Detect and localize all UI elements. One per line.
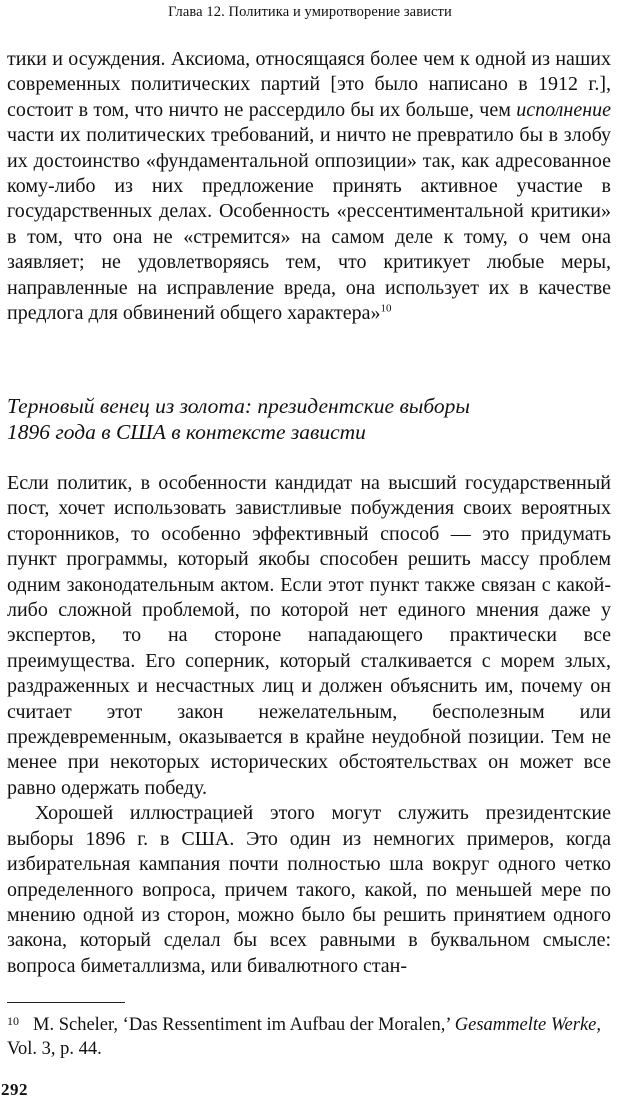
paragraph-1-text-a: тики и осуждения. Аксиома, относящаяся более чем к одной из наших современных политических партий [это было написано в 1912 г.], состоит в том, что ничто не рассердило бы их больше, чем	[7, 48, 611, 121]
section-body	[7, 471, 611, 979]
footnote-marker: 10	[7, 1014, 19, 1028]
footnote-emphasis: Gesammelte Werke	[454, 1015, 597, 1035]
paragraph-3: Хорошей иллюстрацией этого могут служить президентские выборы 1896 г. в США. Это один из немногих примеров, когда избирательная кампания почти полностью шла вокруг одного четко определенного вопроса, причем такого, какой, по меньшей мере по мнению одной из сторон, можно было бы решить принятием одного закона, который сделал бы всех равными в буквальном смысле: вопроса биметаллизма, или бивалютного стан-	[7, 802, 611, 977]
section-heading-line-1: Терновый венец из золота: президентские выборы	[7, 394, 470, 418]
section-heading-line-2: 1896 года в США в контексте зависти	[7, 420, 366, 444]
footnote-reference[interactable]: 10	[380, 302, 392, 315]
footnote-text-a: M. Scheler, ‘Das Ressentiment im Aufbau der Moralen,’	[33, 1015, 455, 1035]
footnote-text-b: , Vol. 3, p. 44.	[7, 1015, 601, 1059]
paragraph-1-emphasis: исполнение	[516, 98, 611, 121]
paragraph-1	[7, 47, 611, 326]
paragraph-2: Если политик, в особенности кандидат на высший государственный пост, хочет использовать завистливые побуждения своих вероятных сторонников, то особенно эффективный способ — это придумать пункт программы, который якобы способен решить массу проблем одним законодательным актом. Если этот пункт также связан с какой-либо сложной проблемой, по которой нет единого мнения даже у экспертов, то на стороне нападающего практически все преимущества. Его соперник, который сталкивается с морем злых, раздраженных и несчастных лиц и должен объяснить им, почему он считает этот закон нежелательным, бесполезным или преждевременным, оказывается в крайне неудобной позиции. Тем не менее при некоторых исторических обстоятельствах он может все равно одержать победу.	[7, 472, 611, 799]
footnote-divider	[7, 1002, 125, 1003]
page-number: 292	[1, 1080, 28, 1099]
running-header: Глава 12. Политика и умиротворение зависти	[168, 4, 452, 20]
section-heading	[7, 393, 611, 445]
paragraph-continuation	[7, 47, 611, 326]
footnote	[7, 1013, 611, 1061]
paragraph-1-text-b: части их политических требований, и ничто не превратило бы в злобу их достоинство «фундаментальной оппозиции» так, как адресованное кому-либо из них предложение принять активное участие в государственных делах. Особенность «рессентиментальной критики» в том, что она не «стремится» на самом деле к тому, о чем она заявляет; не удовлетворяясь тем, что критикует любые меры, направленные на исправление вреда, она использует их в качестве предлога для обвинений общего характера»	[7, 124, 611, 325]
